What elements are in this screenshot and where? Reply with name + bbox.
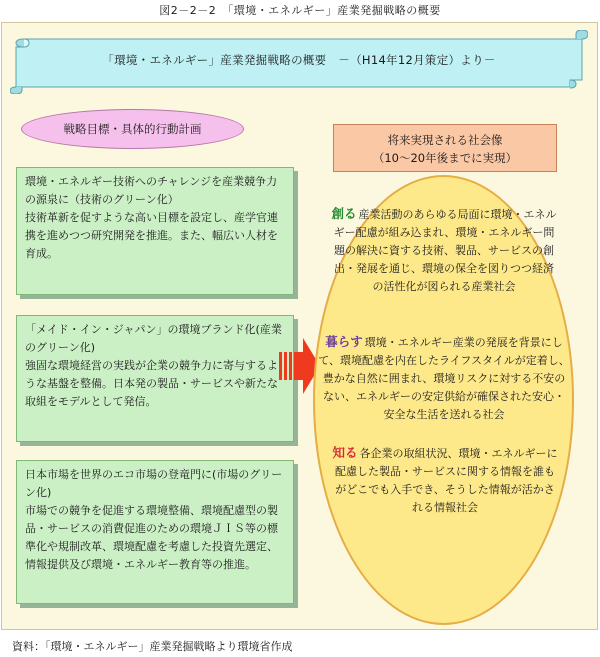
society-know-text: 各企業の取組状況、環境・エネルギーに配慮した製品・サービスに関する情報を誰もがどこでも入手でき、そうした情報が活かされる情報社会 <box>335 447 558 514</box>
action-box-body: 技術革新を促すような高い目標を設定し、産学官連携を進めつつ研究開発を推進。また、幅広い人材を育成。 <box>25 211 278 260</box>
source-note: 資料：「環境・エネルギー」産業発掘戦略より環境省作成 <box>12 640 293 653</box>
society-know <box>332 444 558 517</box>
action-box-body: 市場での競争を促進する環境整備、環境配慮型の製品・サービスの消費促進のための環境ＪＩＳ等の標準化や規制改革、環境配慮を考慮した投資先選定、情報提供及び環境・エネルギー教育等の推進。 <box>25 504 278 571</box>
future-society-heading <box>333 124 557 172</box>
action-box-title: 環境・エネルギー技術へのチャレンジを産業競争力の源泉に（技術のグリーン化） <box>25 175 278 206</box>
society-live <box>318 333 570 424</box>
action-box-title: 日本市場を世界のエコ市場の登竜門に(市場のグリーン化) <box>25 468 283 499</box>
figure-title: 図2－2－2 「環境・エネルギー」産業発掘戦略の概要 <box>159 4 441 17</box>
society-create <box>330 205 558 296</box>
keyword-know: 知る <box>332 445 358 460</box>
future-society-subtitle: （10～20年後までに実現） <box>372 151 518 165</box>
action-box-market <box>16 460 294 604</box>
action-box-title: 「メイド・イン・ジャパン」の環境ブランド化(産業のグリーン化) <box>25 323 282 354</box>
future-society-title: 将来実現される社会像 <box>387 133 503 147</box>
society-create-text: 産業活動のあらゆる局面に環境・エネルギー配慮が組み込まれ、環境・エネルギー問題の解決に資する技術、製品、サービスの創出・発展を通じ、環境の保全を図りつつ経済の活性化が図られる産業社会 <box>333 208 557 293</box>
keyword-live: 暮らす <box>325 334 363 349</box>
society-live-text: 環境・エネルギー産業の発展を背景にして、環境配慮を内在したライフスタイルが定着し、豊かな自然に囲まれ、環境リスクに対する不安のない、エネルギーの安定供給が確保された安心・安全な生活を送れる社会 <box>318 336 570 421</box>
strategy-label-text: 戦略目標・具体的行動計画 <box>63 122 202 136</box>
banner-title: 「環境・エネルギー」産業発掘戦略の概要 －（H14年12月策定）より－ <box>102 53 496 67</box>
action-box-body: 強固な環境経営の実践が企業の競争力に寄与するような基盤を整備。日本発の製品・サービスや新たな取組をモデルとして発信。 <box>25 359 278 408</box>
action-box-technology <box>16 167 294 295</box>
strategy-label <box>21 109 244 149</box>
title-banner <box>10 30 588 94</box>
keyword-create: 創る <box>331 206 357 221</box>
action-box-industry <box>16 315 294 442</box>
